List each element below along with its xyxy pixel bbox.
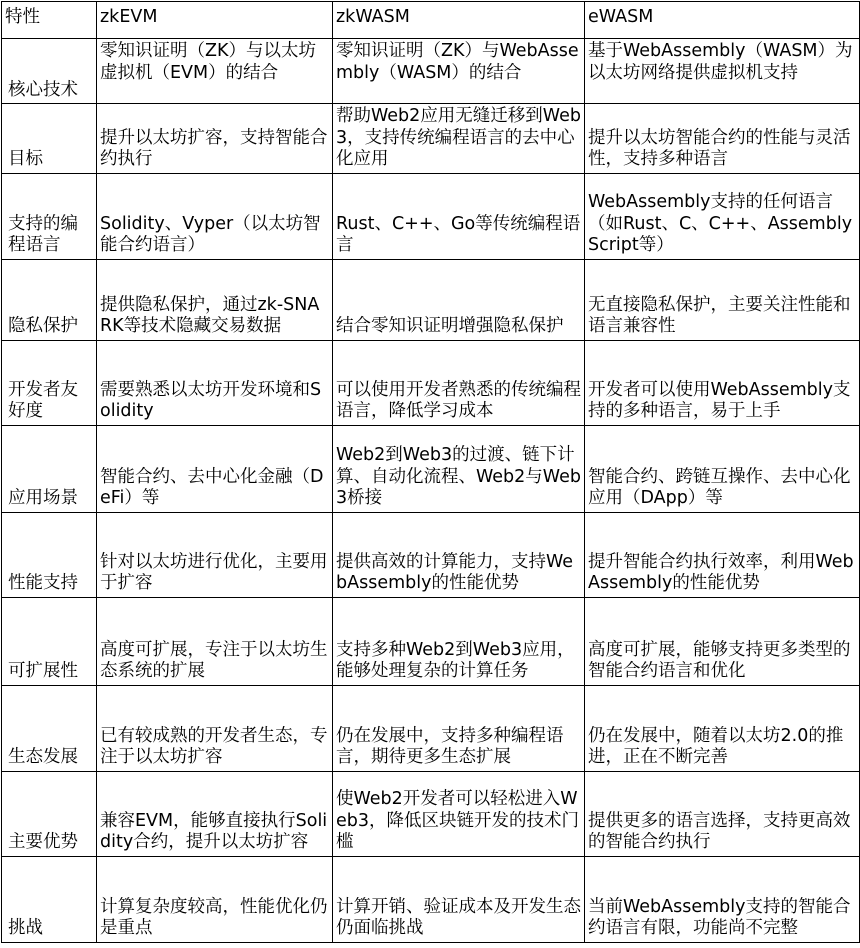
- feature-cell: 核心技术: [2, 39, 97, 104]
- ewasm-cell: 基于WebAssembly（WASM）为以太坊网络提供虚拟机支持: [585, 39, 860, 104]
- feature-cell: 目标: [2, 104, 97, 174]
- ewasm-cell: 当前WebAssembly支持的智能合约语言有限，功能尚不完整: [585, 856, 860, 942]
- header-row: [2, 2, 860, 39]
- feature-cell: 应用场景: [2, 425, 97, 512]
- zkwasm-cell: 可以使用开发者熟悉的传统编程语言，降低学习成本: [333, 340, 585, 425]
- table-row: [2, 597, 860, 685]
- zkevm-cell: 提升以太坊扩容，支持智能合约执行: [97, 104, 333, 174]
- comparison-table: [1, 1, 860, 943]
- table-row: [2, 104, 860, 174]
- feature-cell: 可扩展性: [2, 597, 97, 685]
- feature-cell: 支持的编程语言: [2, 173, 97, 259]
- zkwasm-cell: 仍在发展中，支持多种编程语言，期待更多生态扩展: [333, 685, 585, 771]
- ewasm-cell: 智能合约、跨链互操作、去中心化应用（DApp）等: [585, 425, 860, 512]
- feature-cell: 开发者友好度: [2, 340, 97, 425]
- zkevm-cell: 兼容EVM，能够直接执行Solidity合约，提升以太坊扩容: [97, 771, 333, 856]
- zkwasm-cell: 结合零知识证明增强隐私保护: [333, 259, 585, 340]
- header-zkwasm: zkWASM: [333, 2, 585, 39]
- ewasm-cell: 无直接隐私保护，主要关注性能和语言兼容性: [585, 259, 860, 340]
- ewasm-cell: 开发者可以使用WebAssembly支持的多种语言，易于上手: [585, 340, 860, 425]
- zkevm-cell: Solidity、Vyper（以太坊智能合约语言）: [97, 173, 333, 259]
- zkwasm-cell: Web2到Web3的过渡、链下计算、自动化流程、Web2与Web3桥接: [333, 425, 585, 512]
- ewasm-cell: WebAssembly支持的任何语言（如Rust、C、C++、AssemblyScript等）: [585, 173, 860, 259]
- ewasm-cell: 提升以太坊智能合约的性能与灵活性，支持多种语言: [585, 104, 860, 174]
- zkwasm-cell: Rust、C++、Go等传统编程语言: [333, 173, 585, 259]
- feature-cell: 挑战: [2, 856, 97, 942]
- zkevm-cell: 零知识证明（ZK）与以太坊虚拟机（EVM）的结合: [97, 39, 333, 104]
- feature-cell: 性能支持: [2, 512, 97, 597]
- zkwasm-cell: 帮助Web2应用无缝迁移到Web3，支持传统编程语言的去中心化应用: [333, 104, 585, 174]
- zkevm-cell: 已有较成熟的开发者生态，专注于以太坊扩容: [97, 685, 333, 771]
- zkevm-cell: 提供隐私保护，通过zk-SNARK等技术隐藏交易数据: [97, 259, 333, 340]
- table-row: [2, 771, 860, 856]
- zkevm-cell: 需要熟悉以太坊开发环境和Solidity: [97, 340, 333, 425]
- zkwasm-cell: 使Web2开发者可以轻松进入Web3，降低区块链开发的技术门槛: [333, 771, 585, 856]
- table-row: [2, 425, 860, 512]
- table-row: [2, 173, 860, 259]
- feature-cell: 隐私保护: [2, 259, 97, 340]
- feature-cell: 生态发展: [2, 685, 97, 771]
- zkwasm-cell: 支持多种Web2到Web3应用，能够处理复杂的计算任务: [333, 597, 585, 685]
- header-feature: 特性: [2, 2, 97, 39]
- ewasm-cell: 提供更多的语言选择，支持更高效的智能合约执行: [585, 771, 860, 856]
- table-row: [2, 685, 860, 771]
- zkevm-cell: 计算复杂度较高，性能优化仍是重点: [97, 856, 333, 942]
- header-zkevm: zkEVM: [97, 2, 333, 39]
- feature-cell: 主要优势: [2, 771, 97, 856]
- ewasm-cell: 仍在发展中，随着以太坊2.0的推进，正在不断完善: [585, 685, 860, 771]
- zkevm-cell: 针对以太坊进行优化，主要用于扩容: [97, 512, 333, 597]
- ewasm-cell: 提升智能合约执行效率，利用WebAssembly的性能优势: [585, 512, 860, 597]
- ewasm-cell: 高度可扩展，能够支持更多类型的智能合约语言和优化: [585, 597, 860, 685]
- table-row: [2, 512, 860, 597]
- table-row: [2, 259, 860, 340]
- table-row: [2, 39, 860, 104]
- table-row: [2, 340, 860, 425]
- zkwasm-cell: 提供高效的计算能力，支持WebAssembly的性能优势: [333, 512, 585, 597]
- zkwasm-cell: 计算开销、验证成本及开发生态仍面临挑战: [333, 856, 585, 942]
- header-ewasm: eWASM: [585, 2, 860, 39]
- zkevm-cell: 智能合约、去中心化金融（DeFi）等: [97, 425, 333, 512]
- zkevm-cell: 高度可扩展，专注于以太坊生态系统的扩展: [97, 597, 333, 685]
- zkwasm-cell: 零知识证明（ZK）与WebAssembly（WASM）的结合: [333, 39, 585, 104]
- table-row: [2, 856, 860, 942]
